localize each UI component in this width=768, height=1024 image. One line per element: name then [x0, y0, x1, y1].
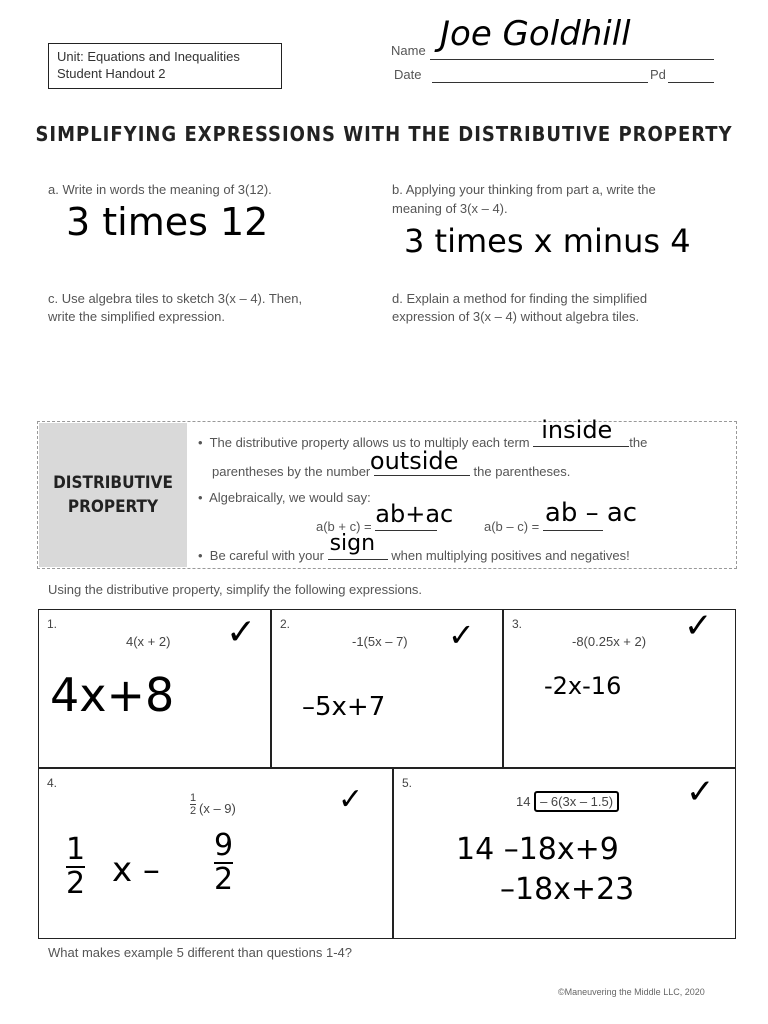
divider — [392, 767, 394, 939]
eq1-blank[interactable] — [375, 500, 454, 531]
dp-b1-text4: the parentheses. — [473, 464, 571, 479]
problem-2-answer: –5x+7 — [302, 692, 386, 722]
answer-b: 3 times x minus 4 — [404, 222, 691, 260]
inside-answer: inside — [541, 416, 613, 444]
dp-b2-text: Algebraically, we would say: — [209, 490, 371, 505]
eq2-answer: ab – ac — [544, 498, 638, 528]
problem-5-number: 5. — [402, 776, 413, 790]
date-field[interactable] — [432, 68, 648, 83]
divider — [502, 609, 504, 769]
dp-bullet-1 — [198, 416, 734, 450]
dp-label-line2: PROPERTY — [67, 497, 159, 517]
answer-a: 3 times 12 — [66, 200, 269, 244]
problem-4-expr: (x – 9) — [199, 801, 236, 816]
instructions: Using the distributive property, simplify the following expressions. — [48, 582, 423, 597]
check-mark-3: ✓ — [684, 606, 713, 646]
problem-1-expr: 4(x + 2) — [126, 634, 171, 649]
dp-b1-text1: The distributive property allows us to multiply each term — [209, 435, 530, 450]
problem-3-answer: -2x-16 — [544, 672, 622, 700]
dp-b3-text2: when multiplying positives and negatives! — [391, 548, 630, 563]
answer2-denominator: 2 — [214, 862, 234, 897]
eq2-left: a(b – c) = — [484, 519, 540, 534]
equation-2 — [484, 498, 638, 534]
question-b-line1: b. Applying your thinking from part a, write the — [392, 182, 656, 197]
eq1-answer: ab+ac — [375, 500, 454, 528]
check-mark-1: ✓ — [226, 612, 257, 653]
dp-bullet-2 — [198, 490, 371, 505]
distributive-property-label — [39, 423, 187, 567]
problem-5-answer-line2: –18x+23 — [500, 872, 635, 907]
bullet-dot: • — [198, 548, 203, 563]
bottom-question: What makes example 5 different than questions 1-4? — [48, 945, 352, 960]
question-c-line2: write the simplified expression. — [48, 309, 226, 324]
problem-4-answer-frac2 — [214, 830, 233, 896]
dp-bullet-1-cont — [212, 447, 571, 479]
problem-5-lead: 14 — [516, 794, 531, 809]
handout-line: Student Handout 2 — [57, 66, 166, 81]
question-b-line2: meaning of 3(x – 4). — [392, 201, 508, 216]
inside-blank[interactable] — [533, 416, 629, 447]
problem-5-boxed: – 6(3x – 1.5) — [534, 791, 619, 812]
question-c-line1: c. Use algebra tiles to sketch 3(x – 4). Then, — [48, 291, 303, 306]
check-mark-5: ✓ — [686, 772, 715, 812]
eq1-left: a(b + c) = — [316, 519, 372, 534]
problem-4-answer-mid: x – — [112, 850, 160, 890]
page-title: SIMPLIFYING EXPRESSIONS WITH THE DISTRIBUTIVE PROPERTY — [35, 122, 733, 146]
problem-5-answer-line1: 14 –18x+9 — [456, 832, 619, 867]
sign-blank[interactable] — [328, 531, 388, 560]
dp-b3-text1: Be careful with your — [209, 548, 324, 563]
problem-1-number: 1. — [47, 617, 58, 631]
outside-blank[interactable] — [369, 447, 470, 476]
problem-4-fraction — [190, 792, 196, 817]
question-a: a. Write in words the meaning of 3(12). — [48, 182, 272, 197]
problem-2-number: 2. — [280, 617, 291, 631]
name-value: Joe Goldhill — [440, 14, 631, 54]
unit-box — [48, 43, 282, 89]
question-d-line2: expression of 3(x – 4) without algebra tiles. — [392, 309, 640, 324]
problem-2-expr: -1(5x – 7) — [352, 634, 408, 649]
answer-denominator: 2 — [66, 866, 86, 901]
problem-4-answer-frac — [66, 834, 85, 900]
dp-label-line1: DISTRIBUTIVE — [53, 473, 173, 493]
check-mark-2: ✓ — [448, 616, 475, 654]
problem-1-answer: 4x+8 — [50, 668, 175, 722]
sign-answer: sign — [329, 531, 376, 556]
date-label: Date — [394, 67, 422, 82]
divider — [270, 609, 272, 769]
problem-5-expr — [516, 794, 619, 809]
name-label: Name — [391, 43, 426, 58]
dp-b1-text3: parentheses by the number — [212, 464, 371, 479]
question-d-line1: d. Explain a method for finding the simplified — [392, 291, 648, 306]
answer-numerator: 1 — [66, 832, 86, 867]
pd-label: Pd — [650, 67, 666, 82]
check-mark-4: ✓ — [338, 782, 364, 817]
copyright-footer: ©Maneuvering the Middle LLC, 2020 — [558, 987, 705, 997]
problem-3-number: 3. — [512, 617, 523, 631]
problem-3-expr: -8(0.25x + 2) — [572, 634, 647, 649]
pd-field[interactable] — [668, 68, 714, 83]
outside-answer: outside — [369, 447, 459, 475]
unit-line: Unit: Equations and Inequalities — [57, 49, 240, 64]
bullet-dot: • — [198, 435, 203, 450]
bullet-dot: • — [198, 490, 203, 505]
fraction-denominator: 2 — [190, 805, 197, 817]
dp-b1-text2: the — [629, 435, 648, 450]
eq2-blank[interactable] — [543, 498, 638, 531]
fraction-numerator: 1 — [190, 792, 197, 804]
dp-bullet-3 — [198, 531, 630, 563]
problem-4-number: 4. — [47, 776, 58, 790]
answer2-numerator: 9 — [214, 828, 234, 863]
